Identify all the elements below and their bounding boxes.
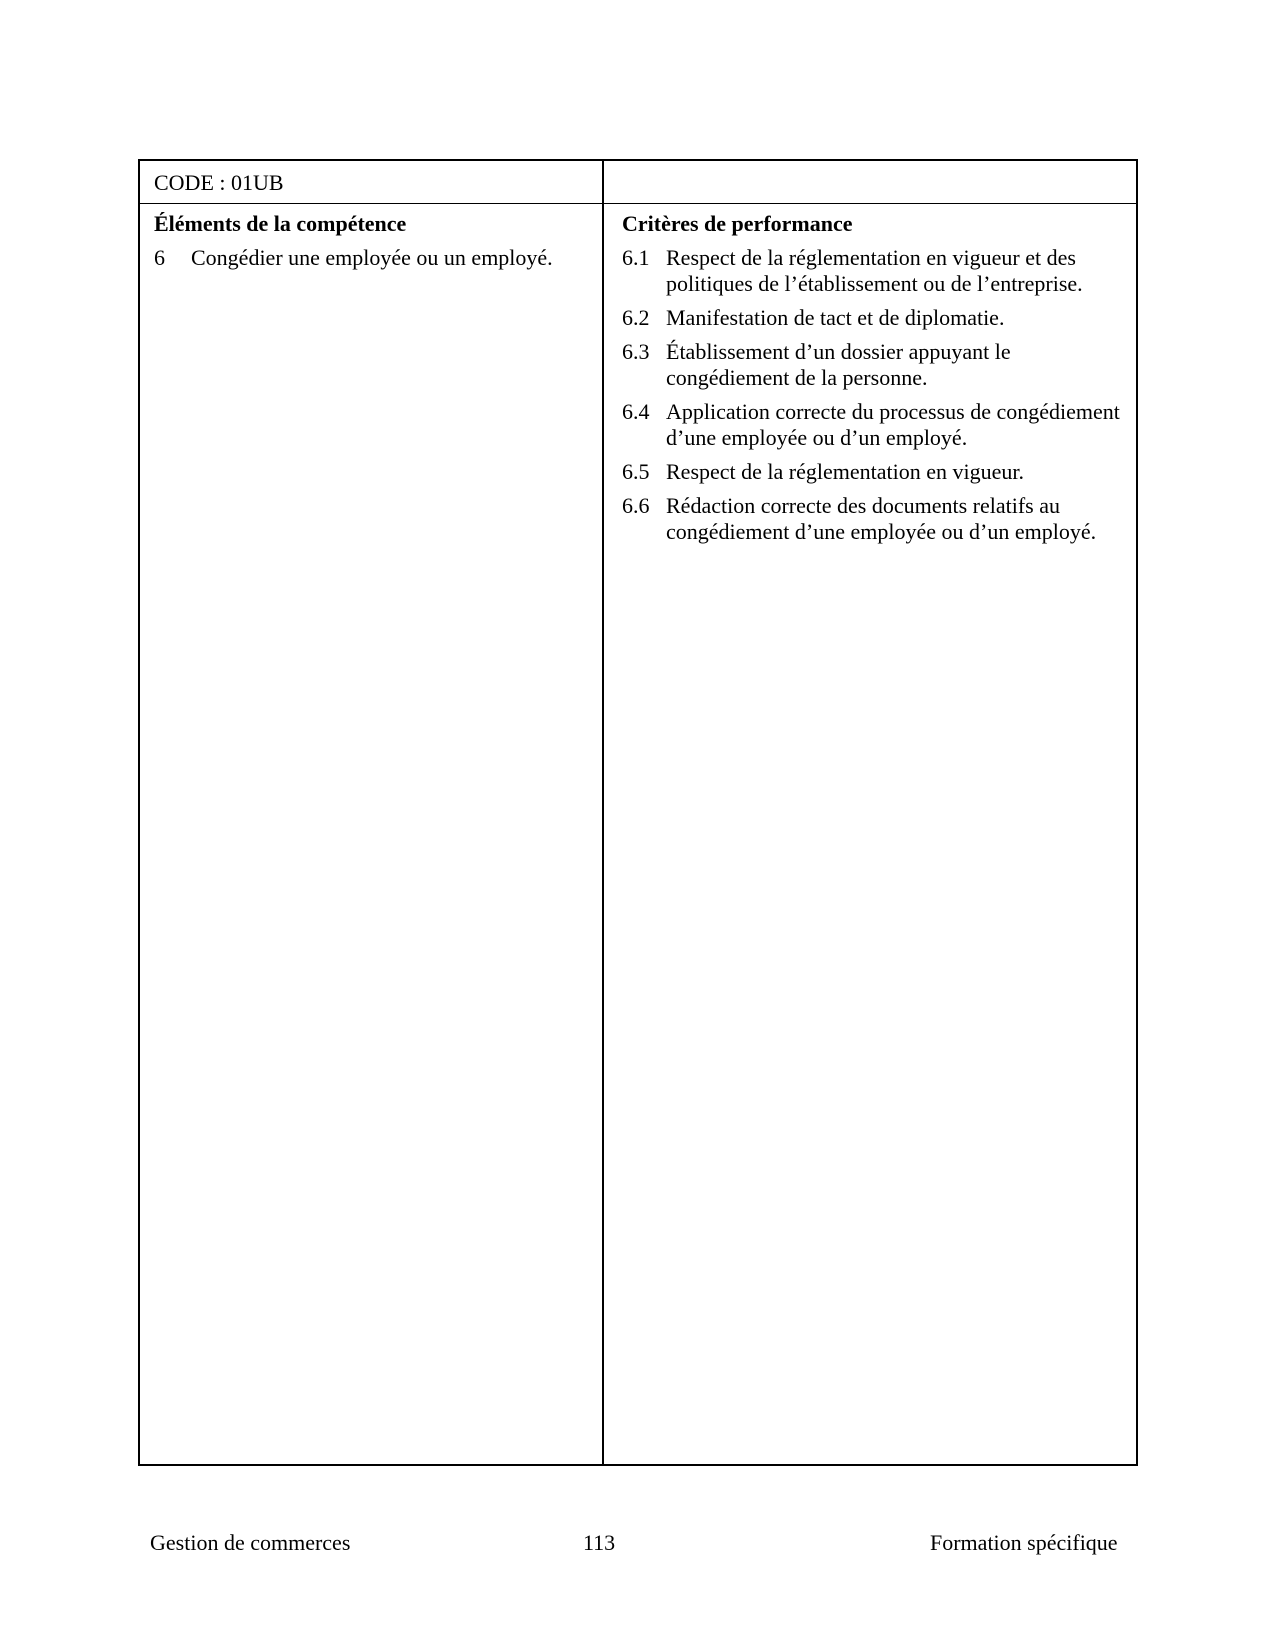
criteria-text: Respect de la réglementation en vigueur et des politiques de l’établissement ou de l’entreprise. bbox=[666, 245, 1083, 296]
criteria-text: Manifestation de tact et de diplomatie. bbox=[666, 305, 1005, 330]
code-label: CODE : 01UB bbox=[154, 170, 284, 195]
footer-program-name: Gestion de commerces bbox=[150, 1530, 351, 1555]
row-divider bbox=[140, 203, 1136, 204]
criteria-number: 6.2 bbox=[622, 305, 650, 330]
elements-column bbox=[154, 211, 594, 271]
criteria-item bbox=[622, 459, 1132, 485]
column-divider bbox=[602, 161, 604, 1464]
criteria-number: 6.4 bbox=[622, 399, 650, 424]
criteria-text: Établissement d’un dossier appuyant le congédiement de la personne. bbox=[666, 339, 1011, 390]
element-item bbox=[154, 245, 594, 271]
criteria-item bbox=[622, 493, 1132, 545]
criteria-item bbox=[622, 399, 1132, 451]
competence-table bbox=[138, 159, 1138, 1466]
criteria-number: 6.6 bbox=[622, 493, 650, 518]
element-number: 6 bbox=[154, 245, 165, 270]
criteria-heading: Critères de performance bbox=[622, 211, 853, 236]
criteria-item bbox=[622, 245, 1132, 297]
criteria-text: Respect de la réglementation en vigueur. bbox=[666, 459, 1024, 484]
criteria-column bbox=[622, 211, 1132, 553]
criteria-item bbox=[622, 305, 1132, 331]
footer-page-number: 113 bbox=[583, 1530, 616, 1555]
element-text: Congédier une employée ou un employé. bbox=[191, 245, 553, 270]
footer-section-name: Formation spécifique bbox=[930, 1530, 1118, 1555]
criteria-text: Application correcte du processus de congédiement d’une employée ou d’un employé. bbox=[666, 399, 1120, 450]
criteria-number: 6.1 bbox=[622, 245, 650, 270]
elements-heading: Éléments de la compétence bbox=[154, 211, 407, 236]
criteria-item bbox=[622, 339, 1132, 391]
criteria-text: Rédaction correcte des documents relatifs au congédiement d’une employée ou d’un employé. bbox=[666, 493, 1097, 544]
criteria-number: 6.5 bbox=[622, 459, 650, 484]
criteria-number: 6.3 bbox=[622, 339, 650, 364]
